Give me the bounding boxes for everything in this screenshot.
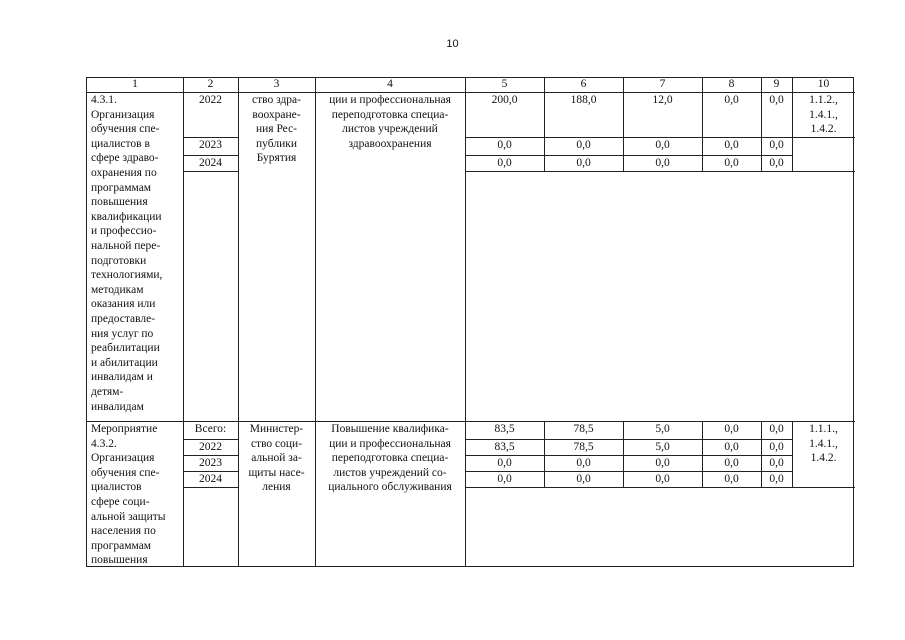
executor-line: ство здра- <box>252 94 301 106</box>
amount-cell: 0,0 <box>576 473 591 485</box>
year-cell: 2022 <box>199 441 222 453</box>
column-number-2: 2 <box>207 78 214 90</box>
amount-cell: 200,0 <box>491 94 518 106</box>
measure-name-line: оказания или <box>91 298 156 311</box>
expected-result-line: листов учреждений <box>342 123 438 136</box>
amount-cell: 0,0 <box>724 157 739 169</box>
measure-name-line: программам <box>91 181 152 194</box>
indicator-line: 1.4.2. <box>810 452 837 465</box>
indicator-line: 1.4.1., <box>809 108 838 121</box>
measure-name-line: повышения <box>91 196 148 209</box>
amount-cell: 0,0 <box>497 139 512 151</box>
row-divider <box>183 171 238 172</box>
amount-cell: 0,0 <box>769 157 784 169</box>
indicator-line: 1.1.2., <box>809 94 838 106</box>
measure-name-line: циалистов <box>91 481 142 494</box>
amount-cell: 83,5 <box>494 423 515 435</box>
column-divider <box>238 78 239 566</box>
amount-cell: 0,0 <box>724 94 739 106</box>
measure-name-line: инвалидам <box>91 400 144 413</box>
executor-line: ления <box>262 481 291 494</box>
budget-table <box>86 77 854 567</box>
measure-name-line: реабилитации <box>91 342 160 355</box>
column-number-9: 9 <box>773 78 780 90</box>
measure-name-line: циалистов в <box>91 137 150 150</box>
amount-cell: 188,0 <box>570 94 597 106</box>
column-divider <box>792 92 793 171</box>
amount-cell: 5,0 <box>655 423 670 435</box>
amount-cell: 0,0 <box>655 139 670 151</box>
amount-cell: 0,0 <box>655 157 670 169</box>
measure-name-line: Организация <box>91 108 155 121</box>
amount-cell: 83,5 <box>494 441 515 453</box>
amount-cell: 0,0 <box>576 457 591 469</box>
year-cell: 2022 <box>199 94 222 106</box>
measure-name-line: охранения по <box>91 167 157 179</box>
measure-name-line: квалификации <box>91 210 162 223</box>
measure-name-line: Мероприятие <box>91 423 158 435</box>
amount-cell: 0,0 <box>655 473 670 485</box>
column-number-8: 8 <box>728 78 735 90</box>
year-cell: 2023 <box>199 139 222 151</box>
year-cell: 2024 <box>199 473 222 485</box>
amount-cell: 0,0 <box>497 157 512 169</box>
row-divider <box>465 171 855 172</box>
amount-cell: 0,0 <box>769 139 784 151</box>
measure-name-line: детям- <box>91 386 124 398</box>
amount-cell: 0,0 <box>724 473 739 485</box>
year-cell: 2023 <box>199 457 222 469</box>
amount-cell: 5,0 <box>655 441 670 453</box>
measure-name-line: предоставле- <box>91 313 156 325</box>
page-number: 10 <box>446 38 459 50</box>
amount-cell: 0,0 <box>655 457 670 469</box>
expected-result-line: здравоохранения <box>348 137 432 150</box>
expected-result-line: циального обслуживания <box>328 481 452 494</box>
measure-name-line: обучения спе- <box>91 466 160 479</box>
row-divider <box>465 487 855 488</box>
year-cell: Всего: <box>194 423 227 435</box>
amount-cell: 0,0 <box>497 473 512 485</box>
amount-cell: 0,0 <box>769 441 784 453</box>
amount-cell: 0,0 <box>769 94 784 106</box>
year-cell: 2024 <box>199 157 222 169</box>
measure-name-line: нальной пере- <box>91 240 161 252</box>
measure-name-line: повышения <box>91 554 148 567</box>
executor-line: публики <box>256 137 297 150</box>
indicator-line: 1.1.1., <box>809 423 838 435</box>
indicator-line: 1.4.1., <box>809 437 838 450</box>
column-number-10: 10 <box>817 78 830 90</box>
amount-cell: 78,5 <box>573 423 594 435</box>
column-number-1: 1 <box>132 78 138 90</box>
amount-cell: 0,0 <box>769 473 784 485</box>
measure-name-line: 4.3.2. <box>91 437 117 450</box>
executor-line: Министер- <box>249 423 304 435</box>
expected-result-line: Повышение квалифика- <box>331 423 449 435</box>
measure-name-line: инвалидам и <box>91 371 153 384</box>
measure-name-line: подготовки <box>91 254 147 267</box>
executor-line: ния Рес- <box>255 123 298 136</box>
column-number-7: 7 <box>659 78 666 90</box>
measure-name-line: технологиями, <box>91 269 163 282</box>
expected-result-line: переподготовка специа- <box>331 452 449 465</box>
measure-name-line: населения по <box>91 525 156 538</box>
executor-line: ство соци- <box>250 437 303 450</box>
amount-cell: 78,5 <box>573 441 594 453</box>
column-number-6: 6 <box>580 78 587 90</box>
amount-cell: 0,0 <box>724 423 739 435</box>
indicator-line: 1.4.2. <box>810 123 837 136</box>
column-divider <box>315 78 316 566</box>
column-number-3: 3 <box>273 78 280 90</box>
amount-cell: 0,0 <box>724 441 739 453</box>
column-number-4: 4 <box>387 78 393 90</box>
amount-cell: 0,0 <box>576 157 591 169</box>
executor-line: альной за- <box>251 452 302 465</box>
amount-cell: 0,0 <box>724 457 739 469</box>
amount-cell: 0,0 <box>769 457 784 469</box>
executor-line: Бурятия <box>256 152 297 165</box>
expected-result-line: ции и профессиональная <box>329 94 451 106</box>
expected-result-line: ции и профессиональная <box>329 437 451 450</box>
measure-name-line: и профессио- <box>91 225 157 238</box>
amount-cell: 0,0 <box>724 139 739 151</box>
measure-name-line: 4.3.1. <box>91 94 117 106</box>
column-divider <box>792 421 793 487</box>
executor-line: воохране- <box>252 108 301 121</box>
row-divider <box>792 137 855 138</box>
measure-name-line: Организация <box>91 452 155 465</box>
amount-cell: 0,0 <box>497 457 512 469</box>
measure-name-line: сфере соци- <box>91 496 150 508</box>
executor-line: щиты насе- <box>248 466 305 479</box>
measure-name-line: программам <box>91 539 152 552</box>
measure-name-line: и абилитации <box>91 356 158 369</box>
column-number-5: 5 <box>501 78 508 90</box>
measure-name-line: ния услуг по <box>91 327 154 340</box>
amount-cell: 12,0 <box>652 94 673 106</box>
amount-cell: 0,0 <box>576 139 591 151</box>
expected-result-line: переподготовка специа- <box>331 108 449 121</box>
measure-name-line: сфере здраво- <box>91 152 159 165</box>
row-divider <box>183 487 238 488</box>
measure-name-line: обучения спе- <box>91 123 160 136</box>
expected-result-line: листов учреждений со- <box>333 466 447 479</box>
measure-name-line: альной защиты <box>91 510 166 523</box>
amount-cell: 0,0 <box>769 423 784 435</box>
measure-name-line: методикам <box>91 283 144 296</box>
